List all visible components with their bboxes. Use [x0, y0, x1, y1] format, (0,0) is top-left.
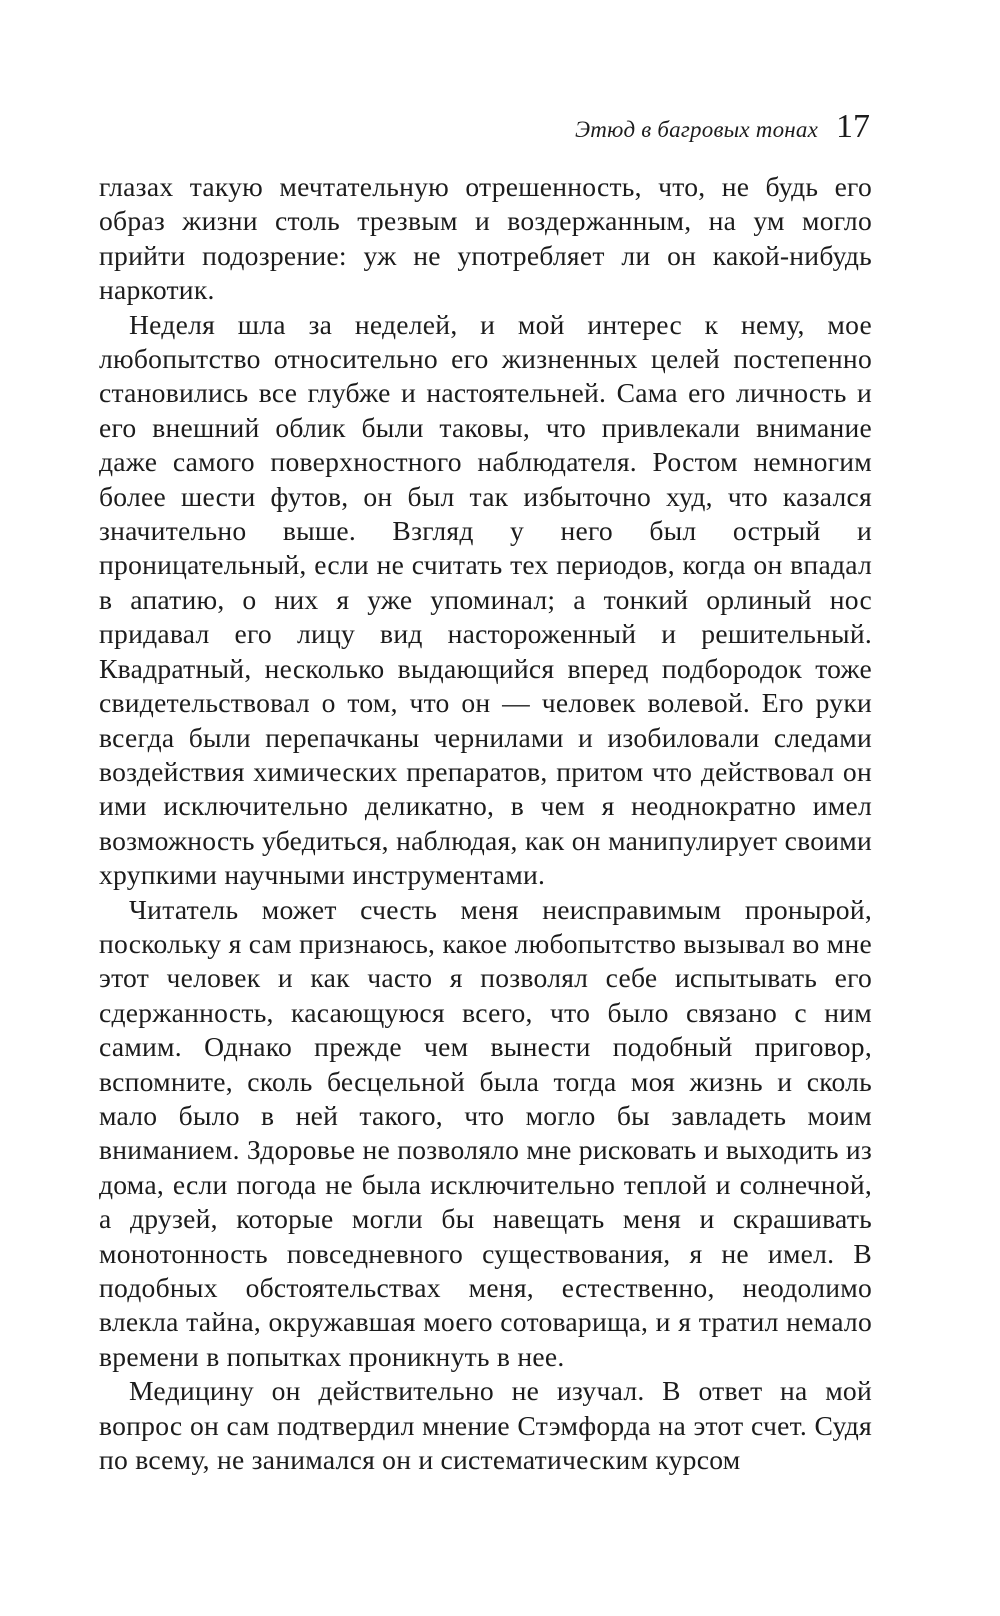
- paragraph: Медицину он действительно не изучал. В ответ на мой вопрос он сам подтвердил мнение Стэмфорда на этот счет. Судя по всему, не занимался он и систематическим курсом: [99, 1375, 872, 1476]
- paragraph-continued: глазах такую мечтательную отрешенность, что, не будь его образ жизни столь трезвым и воздержанным, на ум могло прийти подозрение: уж не употребляет ли он какой-нибудь наркотик.: [99, 171, 872, 306]
- paragraph: Неделя шла за неделей, и мой интерес к нему, мое любопытство относительно его жизненных целей постепенно становились все глубже и настоятельней. Сама его личность и его внешний облик были таковы, что привлекали внимание даже самого поверхностного наблюдателя. Ростом немногим более шести футов, он был так избыточно худ, что казался значительно выше. Взгляд у него был острый и проницательный, если не считать тех периодов, когда он впадал в апатию, о них я уже упоминал; а тонкий орлиный нос придавал его лицу вид настороженный и решительный. Квадратный, несколько выдающийся вперед подбородок тоже свидетельствовал о том, что он — человек волевой. Его руки всегда были перепачканы чернилами и изобиловали следами воздействия химических препаратов, притом что действовал он ими исключительно деликатно, в чем я неоднократно имел возможность убедиться, наблюдая, как он манипулирует своими хрупкими научными инструментами.: [99, 308, 872, 891]
- page-number: 17: [836, 108, 870, 145]
- running-title: Этюд в багровых тонах: [575, 117, 818, 142]
- body-text: [99, 170, 872, 1477]
- running-head: [575, 108, 870, 158]
- paragraph: Читатель может счесть меня неисправимым пронырой, поскольку я сам признаюсь, какое любопытство вызывал во мне этот человек и как часто я позволял себе испытывать его сдержанность, касающуюся всего, что было связано с ним самим. Однако прежде чем вынести подобный приговор, вспомните, сколь бесцельной была тогда моя жизнь и сколь мало было в ней такого, что могло бы завладеть моим вниманием. Здоровье не позволяло мне рисковать и выходить из дома, если погода не была исключительно теплой и солнечной, а друзей, которые могли бы навещать меня и скрашивать монотонность повседневного существования, я не имел. В подобных обстоятельствах меня, естественно, неодолимо влекла тайна, окружавшая моего сотоварища, и я тратил немало времени в попытках проникнуть в нее.: [99, 893, 872, 1372]
